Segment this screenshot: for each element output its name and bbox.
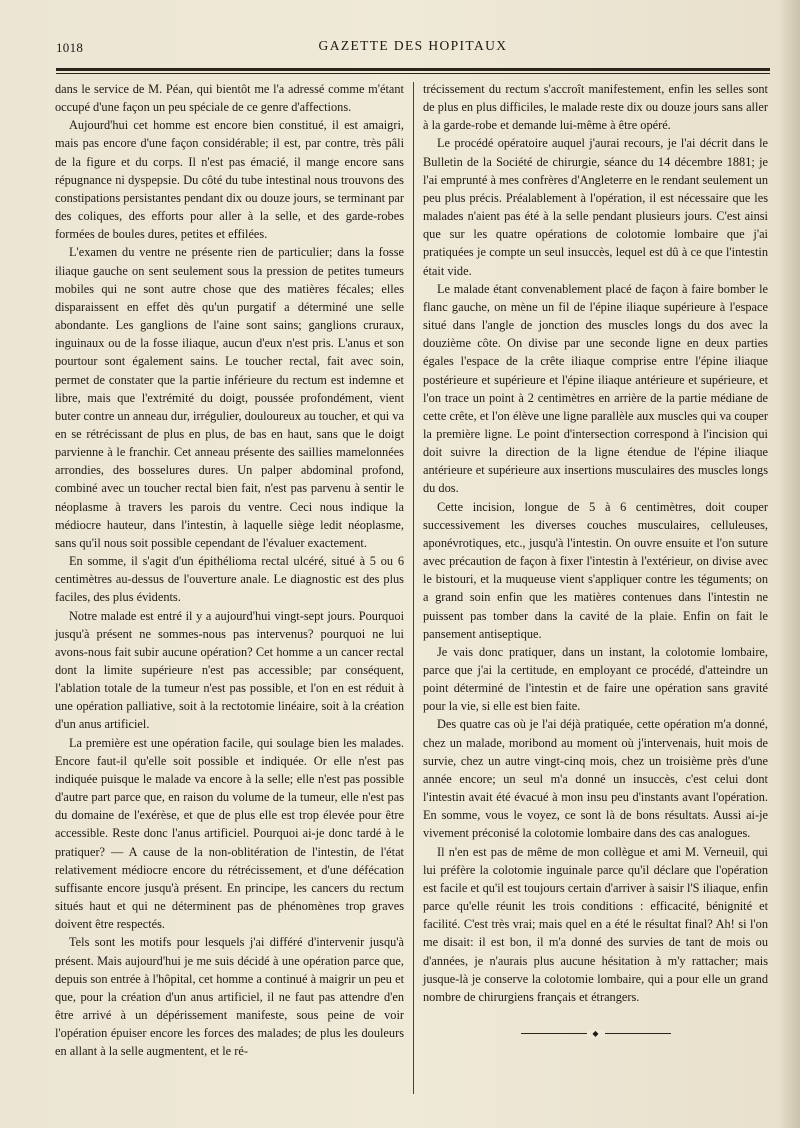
page-number: 1018	[56, 40, 84, 55]
paragraph: trécissement du rectum s'accroît manifestement, enfin les selles sont de plus en plus difficiles, le malade reste dix ou douze jours sans aller à la garde-robe et demande lui-même à être opéré.	[423, 82, 768, 133]
paragraph: Tels sont les motifs pour lesquels j'ai différé d'intervenir jusqu'à présent. Mais aujourd'hui je me suis décidé à une opération parce que, depuis son entrée à l'hôpital, cet homme a continué à maigrir un peu et que, pour la création d'un anus artificiel, il ne faut pas attendre d'en être arrivé à un dépérissement manifeste, sous peine de voir l'opération épuiser encore les forces des malades; de plus les douleurs en allant à la selle augmentent, et le ré-	[55, 935, 404, 1059]
paragraph: Le procédé opératoire auquel j'aurai recours, je l'ai décrit dans le Bulletin de la Société de chirurgie, séance du 14 décembre 1881; je l'ai emprunté à mes confrères d'Angleterre en le rendant seulement un peu plus précis. Préalablement à l'opération, il est nécessaire que les malades n'aient pas été à la selle pendant plusieurs jours. C'est ainsi que sur les quatre opérations de colotomie lombaire que j'ai pratiquées je compte un seul insuccès, lequel est dû à ce que l'intestin était vide.	[423, 136, 768, 278]
journal-title: GAZETTE DES HOPITAUX	[318, 38, 508, 53]
end-ornament	[521, 1030, 671, 1038]
header-rule-thick	[56, 68, 770, 71]
paragraph: Il n'en est pas de même de mon collègue et ami M. Verneuil, qui lui préfère la colotomie inguinale parce qu'il déclare que l'opération est facile et qu'il est toujours certain d'arriver à saisir l'S iliaque, enfin parce qu'elle réunit les trois conditions : efficacité, bénignité et facilité. C'est très vrai; mais quel en a été le résultat final? Ah! si l'on me disait: il est bon, il m'a donné des survies de tant de mois ou d'années, je n'aurais plus aucune hésitation à m'y rattacher; mais jusque-là je conserve la colotomie lombaire, qui a pour elle un grand nombre de chirurgiens français et étrangers.	[423, 844, 768, 1004]
paragraph: Aujourd'hui cet homme est encore bien constitué, il est amaigri, mais pas encore d'une façon considérable; il est, par contre, très pâli de la figure et du corps. Il n'est pas émacié, il mange encore sans répugnance ni dyspepsie. Du côté du tube intestinal nous trouvons des constipations persistantes pendant dix ou douze jours, se terminant par des coliques, des efforts pour aller à la selle, et des garde-robes formées de boules dures, petites et effilées.	[55, 118, 404, 242]
ornament-center: ◆	[587, 1030, 605, 1037]
paragraph: Le malade étant convenablement placé de façon à faire bomber le flanc gauche, on mène un fil de l'épine iliaque supérieure à l'espace situé dans l'angle de jonction des muscles longs du dos avec la douzième côte. On divise par une seconde ligne en deux parties égales l'espace de la crête iliaque comprise entre l'épine iliaque postérieure et supérieure et l'épine iliaque antérieure et supérieure, et l'on trace un point à 2 centimètres en arrière de la partie médiane de cette crête, et l'on élève une ligne parallèle aux muscles qui va couper la première ligne. Le point d'intersection correspond à l'incision qui doit suivre la direction de la ligne étendue de l'épine iliaque antérieure et supérieure aux insertions musculaires des muscles longs du dos.	[423, 281, 768, 496]
page-edge-shadow	[778, 0, 800, 1128]
column-divider	[413, 82, 414, 1094]
paragraph: dans le service de M. Péan, qui bientôt me l'a adressé comme m'étant occupé d'une façon un peu spéciale de ce genre d'affections.	[55, 82, 404, 115]
left-column	[55, 80, 404, 1060]
paragraph: Notre malade est entré il y a aujourd'hui vingt-sept jours. Pourquoi jusqu'à présent ne sommes-nous pas intervenus? pourquoi ne lui avons-nous fait subir aucune opération? Cet homme a un cancer rectal dont la limite supérieure n'est pas accessible; par conséquent, l'ablation totale de la tumeur n'est pas possible, et l'on en est réduit à une opération palliative, soit à la rectotomie linéaire, soit à la création d'un anus artificiel.	[55, 608, 404, 732]
right-column	[423, 80, 768, 1038]
header-rule-thin	[56, 73, 770, 74]
paragraph: Cette incision, longue de 5 à 6 centimètres, doit couper successivement les diverses couches musculaires, celluleuses, aponévrotiques, etc., jusqu'à l'intestin. On ouvre ensuite et l'on suture avec précaution de façon à fixer l'intestin à l'extérieur, on divise avec le bistouri, et la muqueuse vient s'appliquer contre les téguments; on a grand soin enfin que les matières contenues dans l'intestin ne puissent pas tomber dans la cavité de la plaie. Enfin on fait le pansement antiseptique.	[423, 499, 768, 641]
paragraph: Des quatre cas où je l'ai déjà pratiquée, cette opération m'a donné, chez un malade, moribond au moment où j'intervenais, huit mois de survie, chez un autre vingt-cinq mois, chez un troisième près d'une année encore; un seul m'a donné un insuccès, c'est celui dont l'intestin avait été évacué à mon insu peu d'instants avant l'opération. En somme, vous le voyez, ce sont là de bons résultats. Aussi ai-je vivement préconisé la colotomie lombaire dans des cas analogues.	[423, 717, 768, 841]
paragraph: L'examen du ventre ne présente rien de particulier; dans la fosse iliaque gauche on sent seulement sous la pression de petites tumeurs mobiles qui ne sont autre chose que des matières fécales; elles disparaissent en effet dès qu'un purgatif a déterminé une selle abondante. Les ganglions de l'aine sont sains; ganglions cruraux, inguinaux ou de la fosse iliaque, aucun d'eux n'est pris. L'anus et son pourtour sont également sains. Le toucher rectal, fait avec soin, permet de constater que la partie inférieure du rectum est indemne et libre, mais que l'extrémité du doigt, poussée profondément, vient buter contre un anneau dur, irrégulier, douloureux au toucher, et qui va en se rétrécissant de plus en plus, de bas en haut, sans que le doigt parvienne à le franchir. Cet anneau présente des saillies mamelonnées arrondies, des bosselures dures. Un palper abdominal profond, combiné avec un toucher rectal bien fait, n'est pas parvenu à sentir le néoplasme à travers les parois du ventre. Ceci nous indique la médiocre hauteur, dans l'intestin, à laquelle siège ledit néoplasme, sans qu'il nous soit possible cependant de l'évaluer exactement.	[55, 245, 404, 550]
paragraph: En somme, il s'agit d'un épithélioma rectal ulcéré, situé à 5 ou 6 centimètres au-dessus de l'ouverture anale. Le diagnostic est des plus faciles, des plus évidents.	[55, 554, 404, 605]
paragraph: Je vais donc pratiquer, dans un instant, la colotomie lombaire, parce que j'ai la certitude, en employant ce procédé, d'atteindre un point déterminé de l'intestin et de faire une opération sans gravité pour la vie, si elle est bien faite.	[423, 644, 768, 714]
paragraph: La première est une opération facile, qui soulage bien les malades. Encore faut-il qu'elle soit possible et indiquée. Or elle n'est pas indiquée puisque le malade va encore à la selle; elle n'est pas possible d'autre part parce que, en raison du volume de la tumeur, elle n'est pas du domaine de l'exérèse, et que de plus elle est trop élevée pour être accessible. Reste donc l'anus artificiel. Pourquoi ai-je donc tardé à le pratiquer? — A cause de la non-oblitération de l'intestin, de l'état relativement médiocre encore du rétrécissement, et d'une défécation suffisante encore jusqu'à présent. En principe, les cancers du rectum situés haut et qui ne déterminent pas de phénomènes trop graves doivent être respectés.	[55, 735, 404, 932]
page-header	[56, 36, 770, 60]
